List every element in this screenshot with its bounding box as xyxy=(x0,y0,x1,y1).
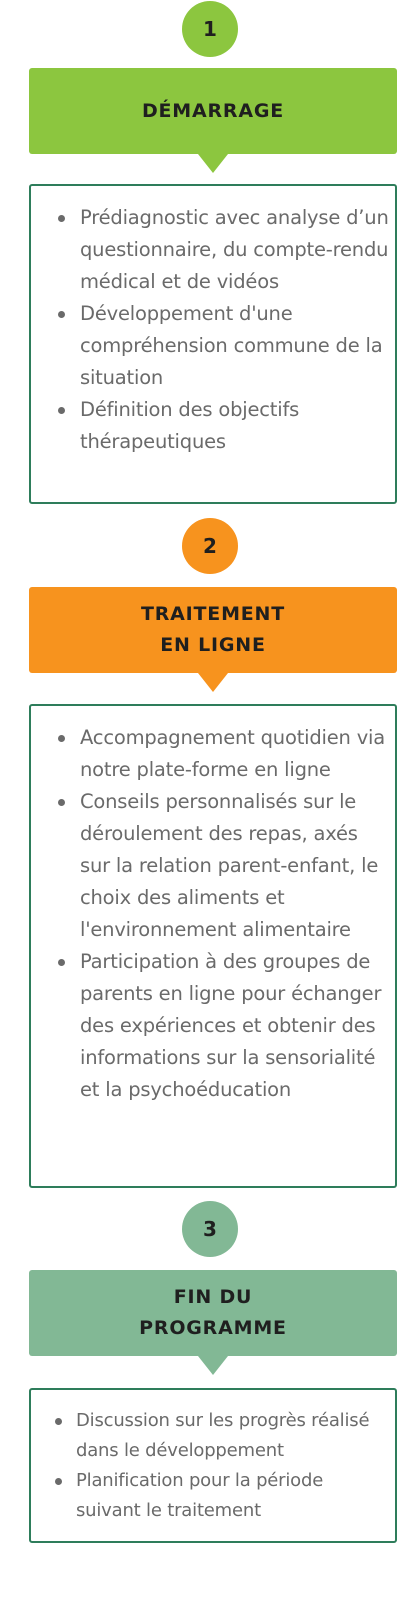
bullet-icon xyxy=(58,215,65,222)
bullet-icon xyxy=(58,735,65,742)
step-1-list xyxy=(31,202,395,458)
list-item-text: Accompagnement quotidien via notre plate-forme en ligne xyxy=(80,726,386,781)
step-3-title xyxy=(139,1282,287,1344)
list-item xyxy=(31,786,395,946)
list-item xyxy=(31,202,395,298)
step-2-list xyxy=(31,722,395,1106)
step-2-details-box xyxy=(29,704,397,1188)
step-1-pointer-arrow xyxy=(198,154,228,173)
list-item-text: Participation à des groupes de parents en ligne pour échanger des expériences et obtenir des informations sur la sensorialité et la psychoéducation xyxy=(80,950,382,1101)
step-1-details-box xyxy=(29,184,397,504)
step-3-pointer-arrow xyxy=(198,1356,228,1375)
step-2-title-banner xyxy=(29,587,397,673)
step-1-title-banner xyxy=(29,68,397,154)
list-item-text: Prédiagnostic avec analyse d’un questionnaire, du compte-rendu médical et de vidéos xyxy=(80,206,389,293)
step-3-details-box xyxy=(29,1388,397,1543)
step-2-number-badge xyxy=(182,518,238,574)
list-item-text: Développement d'une compréhension commune de la situation xyxy=(80,302,383,389)
step-1-title xyxy=(142,96,284,127)
list-item-text: Définition des objectifs thérapeutiques xyxy=(80,398,300,453)
list-item xyxy=(31,722,395,786)
bullet-icon xyxy=(58,311,65,318)
list-item-text: Discussion sur les progrès réalisé dans le développement xyxy=(76,1410,370,1461)
list-item xyxy=(31,1406,395,1466)
list-item-text: Conseils personnalisés sur le déroulement des repas, axés sur la relation parent-enfant, le choix des aliments et l'environnement alimentaire xyxy=(80,790,379,941)
step-1-number-badge xyxy=(182,1,238,57)
list-item-text: Planification pour la période suivant le traitement xyxy=(76,1470,324,1521)
list-item xyxy=(31,946,395,1106)
step-2-pointer-arrow xyxy=(198,673,228,692)
step-3-number-badge xyxy=(182,1201,238,1257)
step-1-title-line-1: DÉMARRAGE xyxy=(141,99,285,122)
step-3-title-line-2: PROGRAMME xyxy=(139,1317,287,1339)
step-2-title xyxy=(141,599,285,661)
step-3-list xyxy=(31,1406,395,1526)
bullet-icon xyxy=(58,959,65,966)
bullet-icon xyxy=(58,799,65,806)
step-2-title-line-1: TRAITEMENT xyxy=(140,603,286,625)
step-1-number: 1 xyxy=(203,17,217,41)
list-item xyxy=(31,394,395,458)
step-2-title-line-2: EN LIGNE xyxy=(160,634,266,656)
step-3-title-banner xyxy=(29,1270,397,1356)
list-item xyxy=(31,298,395,394)
step-2-number: 2 xyxy=(203,534,217,558)
list-item xyxy=(31,1466,395,1526)
step-3-title-line-1: FIN DU xyxy=(173,1286,253,1308)
bullet-icon xyxy=(55,1478,62,1485)
step-3-number: 3 xyxy=(203,1217,217,1241)
bullet-icon xyxy=(58,407,65,414)
bullet-icon xyxy=(55,1418,62,1425)
